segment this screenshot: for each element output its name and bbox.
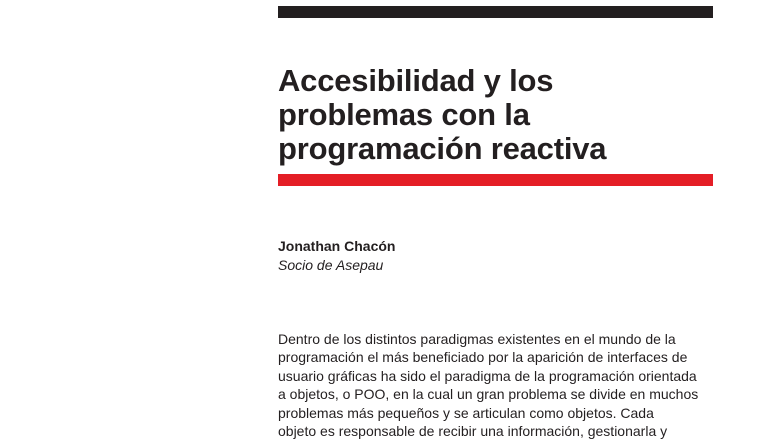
author-name: Jonathan Chacón bbox=[278, 238, 396, 254]
body-line: usuario gráficas ha sido el paradigma de la programación orientada bbox=[278, 367, 697, 384]
title-line: programación reactiva bbox=[278, 131, 607, 166]
title-underline-bar bbox=[278, 174, 713, 186]
body-line: problemas más pequeños y se articulan como objetos. Cada bbox=[278, 404, 654, 421]
top-decorative-bar bbox=[278, 6, 713, 18]
author-role: Socio de Asepau bbox=[278, 257, 384, 273]
body-line: a objetos, o POO, en la cual un gran problema se divide en muchos bbox=[278, 386, 699, 403]
article-title bbox=[278, 64, 718, 166]
body-line: objeto es responsable de recibir una información, gestionarla y bbox=[278, 423, 668, 440]
title-line: problemas con la bbox=[278, 97, 530, 132]
article-body-paragraph bbox=[278, 330, 718, 440]
body-line: programación el más beneficiado por la aparición de interfaces de bbox=[278, 349, 688, 366]
title-line: Accesibilidad y los bbox=[278, 63, 554, 98]
body-line: Dentro de los distintos paradigmas existentes en el mundo de la bbox=[278, 331, 676, 347]
